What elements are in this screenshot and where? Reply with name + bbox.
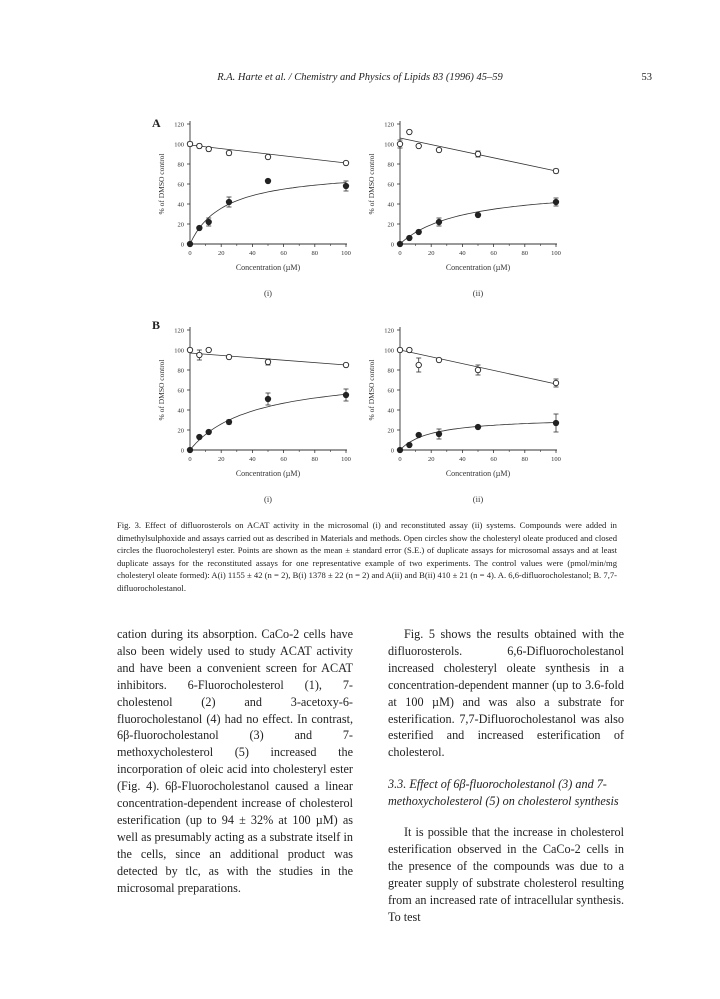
fluorocholesteryl-ester-point [206,429,211,434]
fluorocholesteryl-ester-point [553,199,558,204]
x-axis-label: Concentration (µM) [235,469,301,478]
y-axis-label: % of DMSO control [367,359,376,421]
x-axis-label: Concentration (µM) [445,469,511,478]
fluorocholesteryl-ester-point [343,183,348,188]
y-tick-label: 20 [177,221,184,229]
x-tick-label: 20 [217,250,225,257]
y-tick-label: 0 [180,241,184,249]
y-tick-label: 40 [387,407,394,415]
cholesteryl-oleate-point [187,347,192,352]
chart-svg [358,112,578,312]
y-tick-label: 20 [387,427,394,435]
y-axis-label: % of DMSO control [157,359,166,421]
cholesteryl-oleate-point [265,154,270,159]
chart-a-ii [358,112,578,312]
fluorocholesteryl-ester-point [407,442,412,447]
running-head [0,72,720,88]
cholesteryl-oleate-point [553,380,558,385]
cholesteryl-oleate-point [436,147,441,152]
left-column-paragraph: cation during its absorption. CaCo-2 cells have also been widely used to study ACAT activity and have been a convenient screen for ACAT inhibitors. 6-Fluorocholesterol (1), 7-cholestenol (2) and 3-acetoxy-6-fluorocholestanol (4) had no effect. In contrast, 6β-fluorocholestanol (3) and 7-methoxycholesterol (5) increased the incorporation of oleic acid into cholesteryl ester (Fig. 4). 6β-Fluorocholestanol caused a linear concentration-dependent increase of cholesterol esterification (up to 94 ± 32% at 100 µM) as well as presumably acting as a substrate itself in the cells, since an additional product was detected by tlc, as with the studies in the microsomal preparations. [117,627,353,895]
y-tick-label: 120 [174,327,184,335]
ester-fit-curve [400,203,556,244]
panel-a-label: A [152,116,161,130]
fluorocholesteryl-ester-point [416,229,421,234]
chart-svg [148,318,368,518]
cholesteryl-oleate-point [197,352,202,357]
cholesteryl-oleate-point [407,129,412,134]
right-paragraph-2: It is possible that the increase in cholesterol esterification observed in the CaCo-2 cells in the presence of the compounds was due to a greater supply of substrate cholesterol resulting from an increased rate of intracellular synthesis. To test [388,825,624,924]
x-tick-label: 100 [551,456,561,463]
fluorocholesteryl-ester-point [226,199,231,204]
y-axis-label: % of DMSO control [157,153,166,215]
x-tick-label: 100 [551,250,561,257]
y-tick-label: 100 [174,141,184,149]
y-tick-label: 120 [384,121,394,129]
fluorocholesteryl-ester-point [475,212,480,217]
y-tick-label: 0 [390,447,394,455]
y-tick-label: 100 [174,347,184,355]
chart-svg [358,318,578,518]
fluorocholesteryl-ester-point [475,424,480,429]
x-tick-label: 80 [311,456,319,463]
x-tick-label: 0 [398,456,402,463]
panel-sublabel: (i) [263,494,273,504]
fluorocholesteryl-ester-point [407,235,412,240]
fluorocholesteryl-ester-point [436,431,441,436]
fluorocholesteryl-ester-point [436,219,441,224]
cholesteryl-oleate-point [416,143,421,148]
fluorocholesteryl-ester-point [416,432,421,437]
fluorocholesteryl-ester-point [343,392,348,397]
x-tick-label: 20 [217,456,225,463]
fluorocholesteryl-ester-point [265,178,270,183]
cholesteryl-oleate-point [475,151,480,156]
body-right-column [388,626,624,926]
y-tick-label: 80 [177,161,184,169]
y-tick-label: 80 [387,367,394,375]
chart-svg [148,112,368,312]
y-tick-label: 40 [177,407,184,415]
y-axis-label: % of DMSO control [367,153,376,215]
cholesteryl-oleate-point [475,367,480,372]
y-tick-label: 120 [174,121,184,129]
x-tick-label: 40 [249,250,256,257]
x-tick-label: 40 [459,456,466,463]
fluorocholesteryl-ester-point [206,219,211,224]
fluorocholesteryl-ester-point [226,419,231,424]
y-tick-label: 0 [180,447,184,455]
cholesteryl-oleate-point [343,362,348,367]
x-tick-label: 20 [427,250,435,257]
cholesteryl-oleate-point [343,160,348,165]
chart-b-i [148,318,368,518]
y-tick-label: 40 [387,201,394,209]
x-tick-label: 80 [521,456,529,463]
x-tick-label: 60 [490,456,497,463]
ester-fit-curve [190,183,346,245]
chart-b-ii [358,318,578,518]
right-paragraph-1: Fig. 5 shows the results obtained with the difluorosterols. 6,6-Difluorocholestanol increased cholesteryl oleate synthesis in a concentration-dependent manner (up to 3.6-fold at 100 µM) and was also a substrate for esterification. 7,7-Difluorocholestanol was also esterified and increased esterification of cholesterol. [388,627,624,760]
panel-sublabel: (ii) [472,288,484,298]
cholesteryl-oleate-point [206,146,211,151]
cholesteryl-oleate-point [226,150,231,155]
y-tick-label: 80 [387,161,394,169]
cholesteryl-oleate-point [416,362,421,367]
x-tick-label: 40 [249,456,256,463]
panel-sublabel: (ii) [472,494,484,504]
y-tick-label: 40 [177,201,184,209]
journal-citation: R.A. Harte et al. / Chemistry and Physics of Lipids 83 (1996) 45–59 [217,72,503,83]
cholesteryl-oleate-point [553,168,558,173]
y-tick-label: 20 [177,427,184,435]
figure-caption [117,519,617,595]
y-tick-label: 80 [177,367,184,375]
cholesteryl-oleate-point [397,141,402,146]
x-tick-label: 80 [311,250,319,257]
cholesteryl-oleate-point [206,347,211,352]
panel-b-label: B [152,318,161,332]
y-tick-label: 60 [387,387,394,395]
x-tick-label: 0 [188,456,192,463]
x-axis-label: Concentration (µM) [235,263,301,272]
section-heading: 3.3. Effect of 6β-fluorocholestanol (3) and 7-methoxycholesterol (5) on cholesterol synthesis [388,777,619,809]
x-tick-label: 60 [490,250,497,257]
cholesteryl-oleate-point [407,347,412,352]
y-tick-label: 0 [390,241,394,249]
body-left-column [117,626,353,897]
x-axis-label: Concentration (µM) [445,263,511,272]
chart-a-i [148,112,368,312]
cholesteryl-oleate-point [265,359,270,364]
fluorocholesteryl-ester-point [197,434,202,439]
x-tick-label: 80 [521,250,529,257]
cholesteryl-oleate-point [436,357,441,362]
x-tick-label: 60 [280,250,287,257]
y-tick-label: 100 [384,347,394,355]
caption-text: Effect of difluorosterols on ACAT activity in the microsomal (i) and reconstituted assay (ii) systems. Compounds were added in dimethylsulphoxide and assays carried out as described in Materials and methods. Open circles show the cholesteryl oleate produced and closed circles the fluorocholesteryl ester. Points are shown as the mean ± standard error (S.E.) of duplicate assays for microsomal assays and at least duplicate assays for the reconstituted assays for one representative example of two experiments. The control values were (pmol/min/mg cholesteryl oleate formed): A(i) 1155 ± 42 (n = 2), B(i) 1378 ± 22 (n = 2) and A(ii) and B(ii) 410 ± 21 (n = 4). A. 6,6-difluorocholestanol; B. 7,7-difluorocholestanol. [117,520,617,593]
page-number: 53 [641,72,652,83]
x-tick-label: 20 [427,456,435,463]
fluorocholesteryl-ester-point [187,447,192,452]
cholesteryl-oleate-point [226,354,231,359]
fluorocholesteryl-ester-point [397,241,402,246]
y-tick-label: 60 [387,181,394,189]
fluorocholesteryl-ester-point [187,241,192,246]
x-tick-label: 40 [459,250,466,257]
cholesteryl-oleate-point [397,347,402,352]
x-tick-label: 0 [398,250,402,257]
y-tick-label: 100 [384,141,394,149]
panel-sublabel: (i) [263,288,273,298]
y-tick-label: 60 [177,387,184,395]
cholesteryl-oleate-point [197,143,202,148]
fluorocholesteryl-ester-point [553,420,558,425]
y-tick-label: 20 [387,221,394,229]
fluorocholesteryl-ester-point [265,396,270,401]
x-tick-label: 0 [188,250,192,257]
x-tick-label: 100 [341,456,351,463]
cholesteryl-oleate-point [187,141,192,146]
x-tick-label: 100 [341,250,351,257]
caption-label: Fig. 3. [117,520,142,530]
y-tick-label: 60 [177,181,184,189]
fluorocholesteryl-ester-point [197,225,202,230]
x-tick-label: 60 [280,456,287,463]
y-tick-label: 120 [384,327,394,335]
fluorocholesteryl-ester-point [397,447,402,452]
